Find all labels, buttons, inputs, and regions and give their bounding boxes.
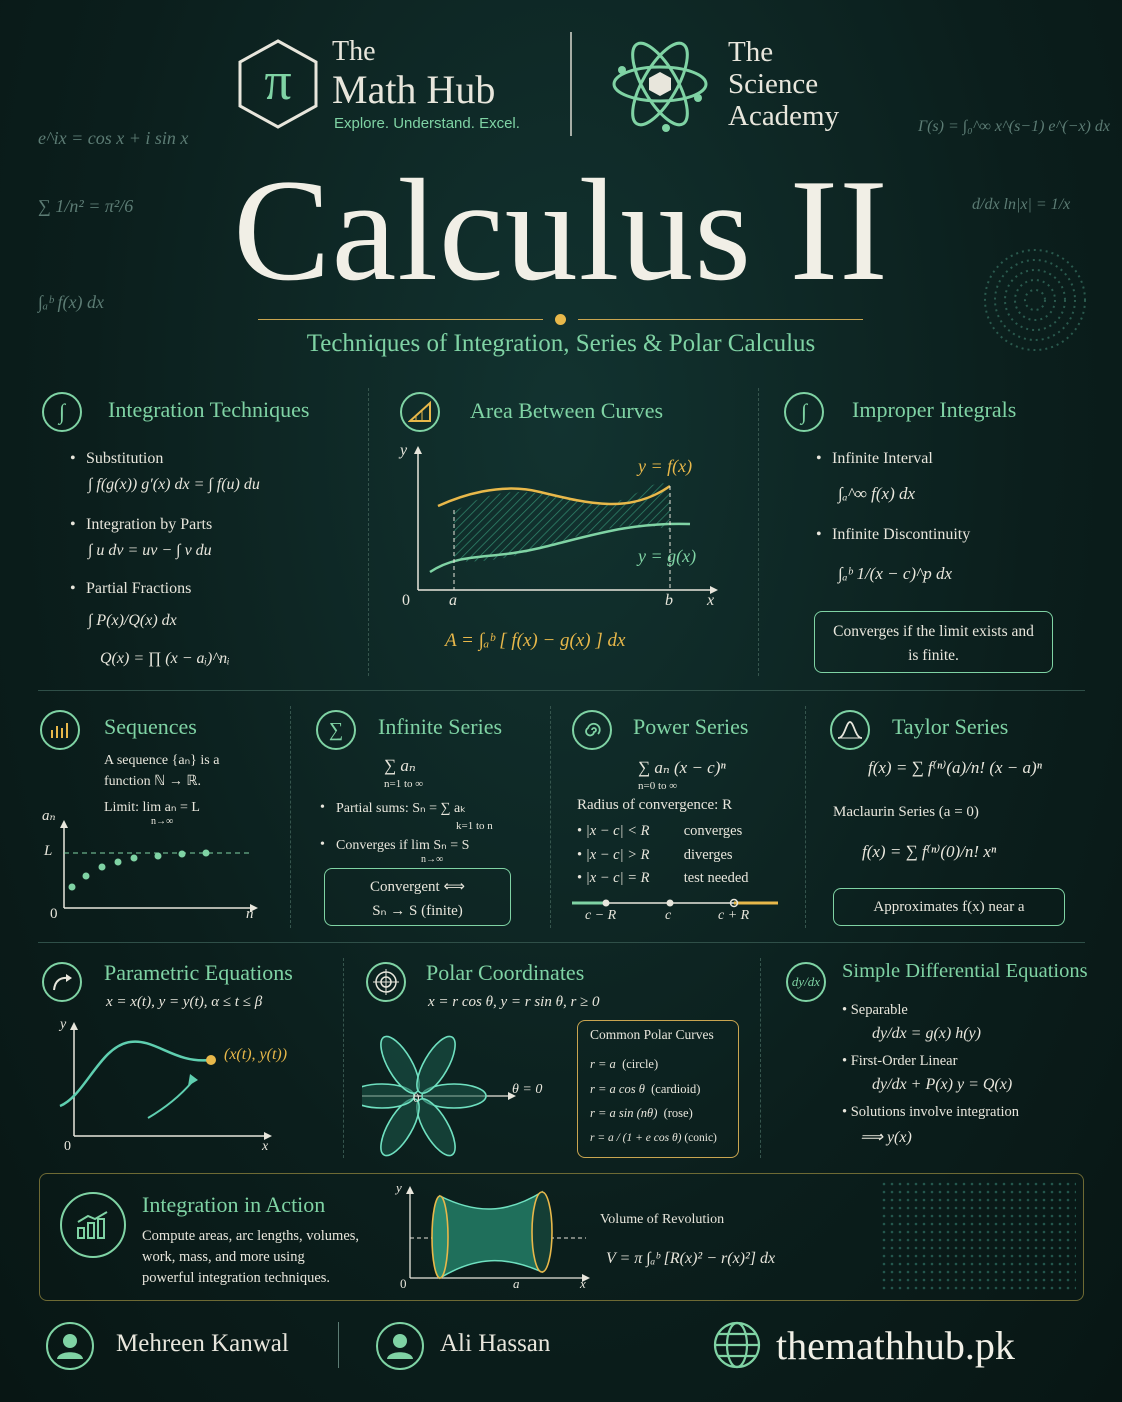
- parametric-y-axis: y: [60, 1017, 67, 1032]
- action-desc: [142, 1226, 359, 1289]
- power-title: Power Series: [633, 714, 749, 739]
- improper-list-1: [816, 450, 1096, 468]
- integration-formula-pf: ∫ P(x)/Q(x) dx: [88, 612, 177, 629]
- polar-rose-chart: [362, 1022, 532, 1162]
- integration-formula-sub: ∫ f(g(x)) g′(x) dx = ∫ f(u) du: [88, 476, 260, 493]
- improper-item: • Infinite Interval: [816, 450, 1096, 468]
- improper-list-2: [816, 526, 1096, 544]
- action-y-axis: y: [396, 1180, 402, 1195]
- action-desc-line3: powerful integration techniques.: [142, 1270, 331, 1286]
- series-convergent-box: [324, 868, 511, 926]
- polar-title: Polar Coordinates: [426, 960, 585, 985]
- row-divider-2: [38, 942, 1085, 943]
- title-rule-dot: [555, 314, 566, 325]
- area-y-axis: y: [400, 442, 408, 459]
- taylor-maclaurin-formula: f(x) = ∑ f⁽ⁿ⁾(0)/n! xⁿ: [862, 842, 997, 861]
- ode-item-label: • First-Order Linear: [842, 1053, 958, 1069]
- improper-formula-interval: ∫ₐ^∞ f(x) dx: [838, 484, 916, 503]
- series-converges: • Converges if lim Sₙ = S: [320, 837, 545, 854]
- integration-list: [70, 450, 360, 472]
- math-hub-the: The: [332, 36, 376, 67]
- author-2: Ali Hassan: [440, 1330, 551, 1357]
- area-x-axis: x: [707, 592, 715, 609]
- taylor-formula: f(x) = ∑ f⁽ⁿ⁾(a)/n! (x − a)ⁿ: [868, 758, 1043, 777]
- globe-icon: [712, 1320, 762, 1370]
- area-icon: [400, 392, 440, 432]
- area-origin: 0: [402, 592, 410, 609]
- sequences-x-axis: n: [246, 906, 254, 922]
- author-1: Mehreen Kanwal: [116, 1330, 289, 1357]
- improper-item: • Infinite Discontinuity: [816, 526, 1096, 544]
- parametric-origin: 0: [64, 1139, 71, 1154]
- power-tick-center: c: [665, 908, 672, 923]
- taylor-maclaurin: Maclaurin Series (a = 0): [833, 804, 979, 820]
- taylor-title: Taylor Series: [892, 714, 1009, 739]
- power-tick-left: c − R: [585, 908, 617, 923]
- series-partial-range: k=1 to n: [456, 820, 493, 832]
- divider-r1-b: [758, 388, 759, 676]
- integration-item: • Substitution: [70, 450, 360, 468]
- action-volume-label: Volume of Revolution: [600, 1212, 725, 1227]
- parametric-chart: [40, 1016, 280, 1156]
- ode-item-label: • Solutions involve integration: [842, 1104, 1020, 1120]
- improper-icon: ∫: [784, 392, 824, 432]
- integration-title: Integration Techniques: [108, 397, 310, 422]
- parametric-point: (x(t), y(t)): [224, 1046, 288, 1063]
- power-row: • |x − c| = R test needed: [577, 870, 749, 886]
- series-list-2: [320, 837, 545, 854]
- volume-of-revolution-chart: [396, 1184, 596, 1292]
- action-origin: 0: [400, 1276, 407, 1291]
- integration-formula-pf2: Q(x) = ∏ (x − aᵢ)^nᵢ: [100, 650, 230, 667]
- action-a: a: [513, 1276, 520, 1291]
- bg-formula-integral: ∫ₐᵇ f(x) dx: [38, 292, 105, 312]
- action-volume-formula: V = π ∫ₐᵇ [R(x)² − r(x)²] dx: [606, 1250, 776, 1267]
- bg-formula-log-deriv: d/dx ln|x| = 1/x: [972, 196, 1071, 213]
- action-desc-line2: work, mass, and more using: [142, 1249, 305, 1265]
- bg-formula-basel: ∑ 1/n² = π²/6: [38, 196, 134, 216]
- growth-chart-icon: [60, 1192, 126, 1258]
- divider-r2-c: [805, 706, 806, 928]
- sequences-limit-sub: n→∞: [151, 816, 174, 827]
- action-desc-line1: Compute areas, arc lengths, volumes,: [142, 1228, 360, 1244]
- academy-line1: The: [728, 36, 774, 68]
- sequences-line2: function ℕ → ℝ.: [104, 774, 201, 789]
- ode-item-formula: ⟹ y(x): [860, 1129, 912, 1146]
- sequences-limit: Limit: lim aₙ = L: [104, 800, 200, 815]
- series-title: Infinite Series: [378, 714, 503, 739]
- bg-formula-euler: e^ix = cos x + i sin x: [38, 128, 189, 148]
- area-title: Area Between Curves: [470, 398, 664, 423]
- ode-list: [842, 1002, 1092, 1147]
- ode-item-label: • Separable: [842, 1002, 908, 1018]
- pi-icon: π: [264, 51, 292, 111]
- ode-title: Simple Differential Equations: [842, 960, 1088, 982]
- polar-curve-row: r = a / (1 + e cos θ) (conic): [590, 1131, 717, 1144]
- parametric-x-axis: x: [262, 1139, 269, 1154]
- integration-list-2: [70, 516, 360, 534]
- ode-item-formula: dy/dx + P(x) y = Q(x): [872, 1076, 1013, 1093]
- polar-origin: 0: [413, 1090, 420, 1105]
- integral-icon: ∫: [42, 392, 82, 432]
- power-rows: [577, 820, 797, 891]
- area-f-label: y = f(x): [638, 456, 693, 476]
- integration-list-3: [70, 580, 360, 598]
- sequences-line1: A sequence {aₙ} is a: [104, 753, 220, 768]
- power-row: • |x − c| < R converges: [577, 823, 743, 839]
- avatar-icon: [46, 1322, 94, 1370]
- polar-curves-title: Common Polar Curves: [590, 1027, 714, 1042]
- series-box-line2: Sₙ → S (finite): [372, 903, 463, 919]
- power-sum: ∑ aₙ (x − c)ⁿ: [638, 758, 726, 777]
- atom-icon: [610, 34, 710, 134]
- taylor-box: Approximates f(x) near a: [833, 888, 1065, 926]
- polar-theta-label: θ = 0: [512, 1082, 543, 1097]
- sequence-icon: [40, 710, 80, 750]
- parametric-title: Parametric Equations: [104, 960, 293, 985]
- improper-formula-discontinuity: ∫ₐᵇ 1/(x − c)^p dx: [838, 564, 953, 583]
- dydx-icon: dy/dx: [786, 962, 826, 1002]
- academy-name: [728, 36, 839, 132]
- series-sum: ∑ aₙ: [384, 756, 416, 775]
- title-rule-right: [578, 319, 863, 320]
- sigma-icon: ∑: [316, 710, 356, 750]
- divider-r3-a: [343, 958, 344, 1158]
- dot-pattern-decoration: [880, 1180, 1076, 1294]
- math-hub-tagline: Explore. Understand. Excel.: [334, 115, 520, 132]
- spiral-icon: [572, 710, 612, 750]
- sequences-origin: 0: [50, 906, 58, 922]
- divider-r1-a: [368, 388, 369, 676]
- action-x-axis: x: [580, 1276, 586, 1291]
- target-icon: [366, 962, 406, 1002]
- divider-r3-b: [760, 958, 761, 1158]
- page-title: Calculus II: [233, 149, 889, 311]
- curved-arrow-icon: [42, 962, 82, 1002]
- footer-divider: [338, 1322, 339, 1368]
- sequence-chart: [40, 820, 270, 920]
- polar-curve-row: r = a sin (nθ) (rose): [590, 1106, 693, 1120]
- divider-r2-a: [290, 706, 291, 928]
- power-tick-right: c + R: [718, 908, 750, 923]
- power-radius: Radius of convergence: R: [577, 797, 733, 813]
- polar-eq: x = r cos θ, y = r sin θ, r ≥ 0: [428, 994, 600, 1010]
- integration-formula-parts: ∫ u dv = uv − ∫ v du: [88, 542, 212, 559]
- power-row: • |x − c| > R diverges: [577, 846, 733, 863]
- series-converges-sub: n→∞: [421, 854, 444, 865]
- area-formula: A = ∫ₐᵇ [ f(x) − g(x) ] dx: [445, 630, 626, 651]
- website-link[interactable]: themathhub.pk: [776, 1323, 1015, 1368]
- sequences-y-axis: aₙ: [42, 808, 56, 824]
- improper-note-box: Converges if the limit exists and is finite.: [814, 611, 1053, 673]
- series-partial: • Partial sums: Sₙ = ∑ aₖ: [320, 800, 545, 817]
- improper-title: Improper Integrals: [852, 397, 1017, 422]
- avatar-icon: [376, 1322, 424, 1370]
- academy-line3: Academy: [728, 100, 840, 132]
- action-title: Integration in Action: [142, 1192, 326, 1217]
- row-divider-1: [38, 690, 1085, 691]
- parametric-eq: x = x(t), y = y(t), α ≤ t ≤ β: [106, 994, 263, 1010]
- academy-line2: Science: [728, 68, 819, 100]
- math-hub-name: Math Hub: [332, 67, 496, 112]
- integration-item: • Partial Fractions: [70, 580, 360, 598]
- series-sum-range: n=1 to ∞: [384, 778, 424, 790]
- sequences-title: Sequences: [104, 714, 197, 739]
- bell-curve-icon: [830, 710, 870, 750]
- area-b: b: [665, 592, 673, 609]
- title-rule-left: [258, 319, 543, 320]
- ode-item-formula: dy/dx = g(x) h(y): [872, 1025, 981, 1042]
- polar-curves-list: [590, 1052, 740, 1150]
- bg-formula-gamma: Γ(s) = ∫₀^∞ x^(s−1) e^(−x) dx: [918, 118, 1110, 135]
- series-list-1: [320, 800, 545, 817]
- area-a: a: [449, 592, 457, 609]
- polar-curve-row: r = a (circle): [590, 1057, 659, 1071]
- polar-curve-row: r = a cos θ (cardioid): [590, 1081, 701, 1096]
- sequences-L: L: [44, 843, 53, 859]
- integration-item: • Integration by Parts: [70, 516, 360, 534]
- series-box-line1: Convergent ⟺: [370, 879, 465, 895]
- header-divider: [570, 32, 572, 136]
- divider-r2-b: [550, 706, 551, 928]
- page-subtitle: Techniques of Integration, Series & Polar Calculus: [306, 330, 816, 357]
- power-sum-range: n=0 to ∞: [638, 780, 678, 792]
- area-g-label: y = g(x): [638, 546, 697, 566]
